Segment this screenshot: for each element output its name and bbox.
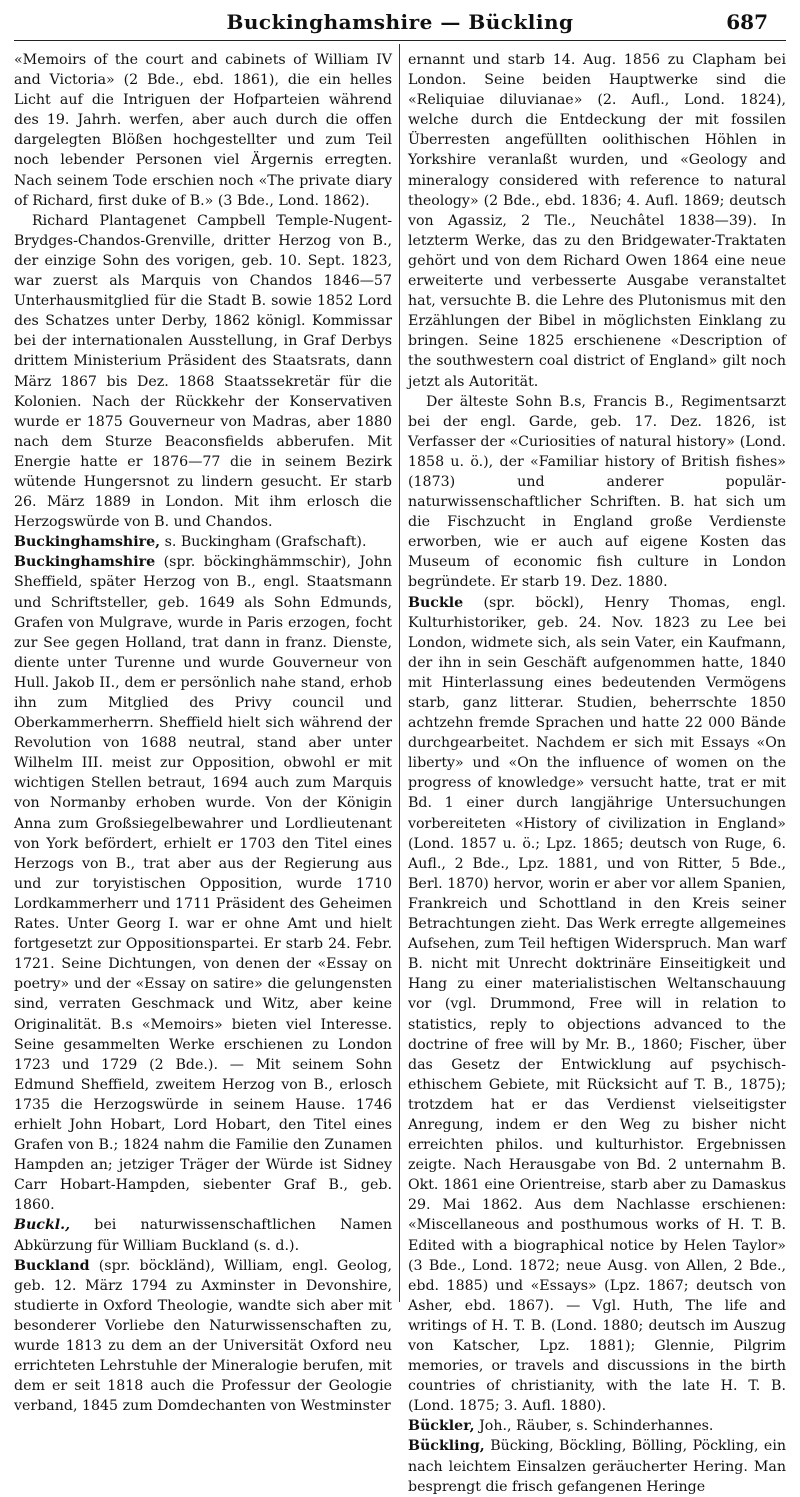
entry-buckinghamshire: [14, 552, 392, 1215]
entry-headword: Buckland: [14, 1257, 90, 1274]
entry-headword: Buckinghamshire,: [14, 534, 161, 551]
entry-text: Joh., Räuber, s. Schinderhannes.: [474, 1418, 714, 1435]
entry-buckl: [14, 1215, 392, 1255]
entry-headword: Buckle: [408, 594, 464, 611]
paragraph-buckland-continued: ernannt und starb 14. Aug. 1856 zu Clapham bei London. Seine beiden Hauptwerke sind die «Reliquiae diluvianae» (2. Aufl., Lond. 1824), welche durch die Entdeckung der mit fossilen Überresten angefüllten oolithischen Höhlen in Yorkshire veranlaßt wurden, und «Geology and mineralogy considered with reference to natural theology» (2 Bde., ebd. 1836; 4. Aufl. 1869; deutsch von Agassiz, 2 Tle., Neuchâtel 1838—39). In letzterm Werke, das zu den Bridgewater-Traktaten gehört und von dem Richard Owen 1864 eine neue erweiterte und verbesserte Ausgabe veranstaltet hat, versuchte B. die Lehre des Plutonismus mit den Erzählungen der Bibel in möglichsten Einklang zu bringen. Seine 1825 erschienene «Description of the southwestern coal district of England» gilt noch jetzt als Autorität.: [408, 52, 786, 390]
page-header: [0, 10, 800, 42]
column-divider: [399, 44, 400, 1302]
page-number: 687: [726, 10, 768, 34]
entry-text: s. Buckingham (Grafschaft).: [160, 534, 367, 551]
entry-text: bei naturwissenschaftlichen Namen Abkürzung für William Buckland (s. d.).: [14, 1217, 392, 1254]
entry-buckland: [14, 1256, 392, 1417]
entry-headword: Buckl.,: [14, 1217, 71, 1234]
entry-headword: Bückler,: [408, 1418, 475, 1435]
entry-buckler: [408, 1416, 786, 1436]
entry-text: (spr. böckl), Henry Thomas, engl. Kulturhistoriker, geb. 24. Nov. 1823 zu Lee bei London, widmete sich, als sein Vater, ein Kaufmann, der ihn in sein Geschäft aufgenommen hatte, 1840 mit Hinterlassung eines bedeutenden Vermögens starb, ganz litterar. Studien, beherrschte 1850 achtzehn fremde Sprachen und hatte 22 000 Bände durchgearbeitet. Nachdem er sich mit Essays «On liberty» und «On the influence of women on the progress of knowledge» versucht hatte, trat er mit Bd. 1 einer durch langjährige Untersuchungen vorbereiteten «History of civilization in England» (Lond. 1857 u. ö.; Lpz. 1865; deutsch von Ruge, 6. Aufl., 2 Bde., Lpz. 1881, und von Ritter, 5 Bde., Berl. 1870) hervor, worin er aber vor allem Spanien, Frankreich und Schottland in den Kreis seiner Betrachtungen zieht. Das Werk erregte allgemeines Aufsehen, zum Teil heftigen Widerspruch. Man warf B. nicht mit Unrecht doktrinäre Einseitigkeit und Hang zu einer materialistischen Weltanschauung vor (vgl. Drummond, Free will in relation to statistics, reply to objections advanced to the doctrine of free will by Mr. B., 1860; Fischer, über das Gesetz der Entwicklung auf psychisch-ethischem Gebiete, mit Rücksicht auf T. B., 1875); trotzdem hat er das Verdienst vielseitigster Anregung, indem er den Weg zu bisher nicht erreichten philos. und kulturhistor. Ergebnissen zeigte. Nach Herausgabe von Bd. 2 unternahm B. Okt. 1861 eine Orientreise, starb aber zu Damaskus 29. Mai 1862. Aus dem Nachlasse erschienen: «Miscellaneous and posthumous works of H. T. B. Edited with a biographical notice by Helen Taylor» (3 Bde., Lond. 1872; neue Ausg. von Allen, 2 Bde., ebd. 1885) und «Essays» (Lpz. 1867; deutsch von Asher, ebd. 1867). — Vgl. Huth, The life and writings of H. T. B. (Lond. 1880; deutsch im Auszug von Katscher, Lpz. 1881); Glennie, Pilgrim memories, or travels and discussions in the birth countries of christianity, with the late H. T. B. (Lond. 1875; 3. Aufl. 1880).: [408, 594, 786, 1415]
left-column: [14, 50, 392, 1415]
running-head: Buckinghamshire — Bückling: [226, 10, 574, 34]
entry-text: (spr. böckinghämmschir), John Sheffield, später Herzog von B., engl. Staatsmann und Schriftsteller, geb. 1649 als Sohn Edmunds, Grafen von Mulgrave, wurde in Paris erzogen, focht zur See gegen Holland, trat dann in franz. Dienste, diente unter Turenne und wurde Gouverneur von Hull. Jakob II., dem er persönlich nahe stand, erhob ihn zum Mitglied des Privy council und Oberkammerherrn. Sheffield hielt sich während der Revolution von 1688 neutral, stand aber unter Wilhelm III. meist zur Opposition, obwohl er mit wichtigen Stellen betraut, 1694 auch zum Marquis von Normanby erhoben wurde. Von der Königin Anna zum Großsiegelbewahrer und Lordlieutenant von York befördert, erhielt er 1703 den Titel eines Herzogs von B., trat aber aus der Regierung aus und zur toryistischen Opposition, wurde 1710 Lordkammerherr und 1711 Präsident des Geheimen Rates. Unter Georg I. war er ohne Amt und hielt fortgesetzt zur Oppositionspartei. Er starb 24. Febr. 1721. Seine Dichtungen, von denen der «Essay on poetry» und der «Essay on satire» die gelungensten sind, verraten Geschmack und Witz, aber keine Originalität. B.s «Memoirs» bieten viel Interesse. Seine gesammelten Werke erschienen zu London 1723 und 1729 (2 Bde.). — Mit seinem Sohn Edmund Sheffield, zweitem Herzog von B., erlosch 1735 die Herzogswürde in seinem Hause. 1746 erhielt John Hobart, Lord Hobart, den Titel eines Grafen von B.; 1824 nahm die Familie den Zunamen Hampden an; jetziger Träger der Würde ist Sidney Carr Hobart-Hampden, siebenter Graf B., geb. 1860.: [14, 554, 392, 1214]
entry-headword: Bückling,: [408, 1438, 485, 1455]
entry-buckle: [408, 593, 786, 1417]
entry-text: Bücking, Böckling, Bölling, Pöckling, ein nach leichtem Einsalzen geräucherter Hering. Man besprengt die frisch gefangenen Heringe: [408, 1438, 786, 1495]
header-rule: [14, 40, 786, 41]
paragraph-richard-plantagenet: Richard Plantagenet Campbell Temple-Nugent-Brydges-Chandos-Grenville, dritter Herzog von B., der einzige Sohn des vorigen, geb. 10. Sept. 1823, war zuerst als Marquis von Chandos 1846—57 Unterhausmitglied für die Stadt B. sowie 1852 Lord des Schatzes unter Derby, 1862 königl. Kommissar bei der internationalen Ausstellung, in Graf Derbys drittem Ministerium Präsident des Staatsrats, dann März 1867 bis Dez. 1868 Staatssekretär für die Kolonien. Nach der Rückkehr der Konservativen wurde er 1875 Gouverneur von Madras, aber 1880 nach dem Sturze Beaconsfields abberufen. Mit Energie hatte er 1876—77 die in seinem Bezirk wütende Hungersnot zu lindern gesucht. Er starb 26. März 1889 in London. Mit ihm erlosch die Herzogswürde von B. und Chandos.: [14, 212, 392, 531]
entry-buckling: [408, 1436, 786, 1496]
entry-text: (spr. böckländ), William, engl. Geolog, geb. 12. März 1794 zu Axminster in Devonshire, studierte in Oxford Theologie, wandte sich aber mit besonderer Vorliebe den Naturwissenschaften zu, wurde 1813 zu dem an der Universität Oxford neu errichteten Lehrstuhle der Mineralogie berufen, mit dem er seit 1818 auch die Professur der Geologie verband, 1845 zum Domdechanten von Westminster: [14, 1257, 392, 1415]
entry-buckinghamshire-ref: [14, 532, 392, 552]
right-column: [408, 50, 786, 1495]
entry-headword: Buckinghamshire: [14, 554, 156, 571]
paragraph-francis-buckland: Der älteste Sohn B.s, Francis B., Regimentsarzt bei der engl. Garde, geb. 17. Dez. 1826, ist Verfasser der «Curiosities of natural history» (Lond. 1858 u. ö.), der «Familiar history of British fishes» (1873) und anderer populär-naturwissenschaftlicher Schriften. B. hat sich um die Fischzucht in England große Verdienste erworben, wie er auch auf eigene Kosten das Museum of economic fish culture in London begründete. Er starb 19. Dez. 1880.: [408, 393, 786, 591]
paragraph-memoirs: «Memoirs of the court and cabinets of William IV and Victoria» (2 Bde., ebd. 1861), die ein helles Licht auf die Intriguen der Hofparteien während des 19. Jahrh. werfen, aber auch durch die offen dargelegten Blößen hochgestellter und zum Teil noch lebender Personen viel Ärgernis erregten. Nach seinem Tode erschien noch «The private diary of Richard, first duke of B.» (3 Bde., Lond. 1862).: [14, 52, 392, 209]
